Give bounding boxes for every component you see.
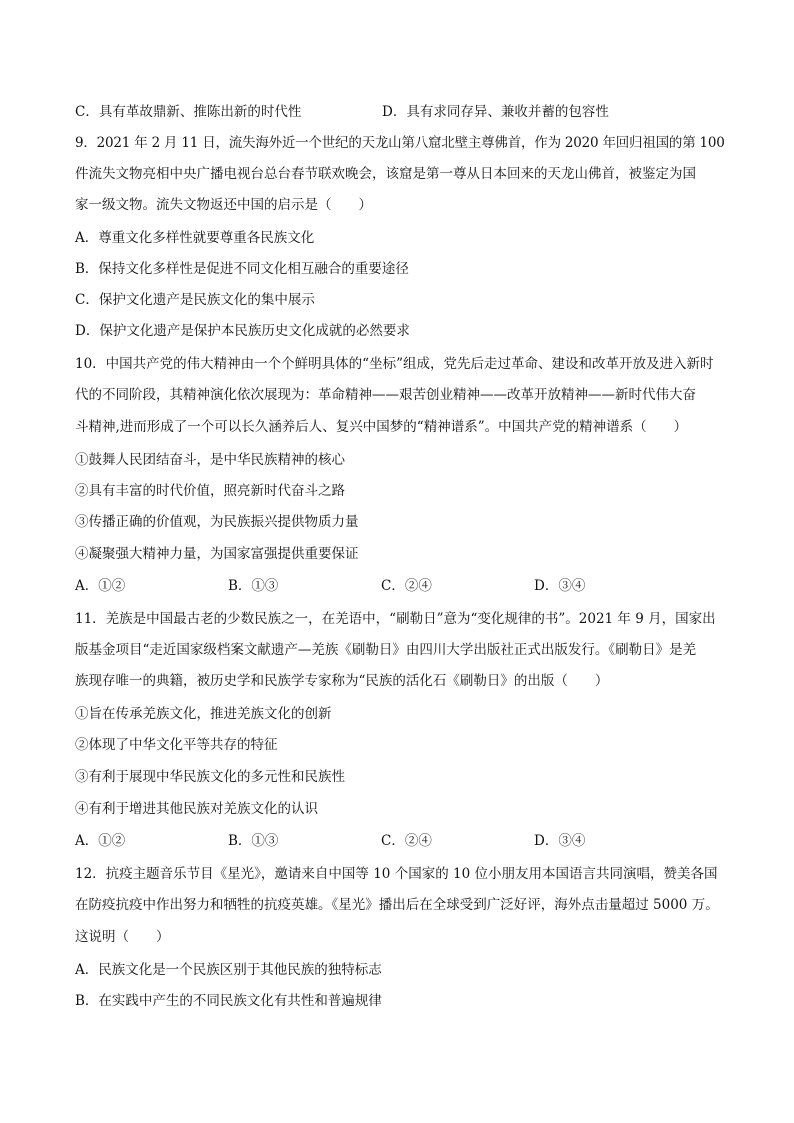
q12-option-b: B．在实践中产生的不同民族文化有共性和普遍规律 [75,993,382,1009]
q8-option-c: C．具有革故鼎新、推陈出新的时代性 [75,104,302,120]
q9-stem-line-2: 件流失文物亮相中央广播电视台总台春节联欢晚会，该窟是第一尊从日本回来的天龙山佛首，被鉴定为国 [75,166,696,182]
q12-stem-line-1: 12．抗疫主题音乐节目《星光》，邀请来自中国等 10 个国家的 10 位小朋友用本国语言共同演唱，赞美各国 [75,866,718,882]
q11-item-3: ③有利于展现中华民族文化的多元性和民族性 [75,769,345,785]
q11-option-b: B．①③ [228,833,279,849]
q12-stem-line-2: 在防疫抗疫中作出努力和牺牲的抗疫英雄。《星光》播出后在全球受到广泛好评，海外点击量超过 5000 万。 [75,897,719,913]
q10-stem-line-1: 10．中国共产党的伟大精神由一个个鲜明具体的“坐标”组成，党先后走过革命、建设和改革开放及进入新时 [75,356,714,372]
q8-option-d: D．具有求同存异、兼收并蓄的包容性 [382,104,609,120]
q11-option-a: A．①② [75,833,126,849]
q10-item-3: ③传播正确的价值观，为民族振兴提供物质力量 [75,514,359,530]
q9-option-b: B．保持文化多样性是促进不同文化相互融合的重要途径 [75,261,409,277]
q10-item-4: ④凝聚强大精神力量，为国家富强提供重要保证 [75,546,359,562]
q11-stem-line-1: 11．羌族是中国最古老的少数民族之一，在羌语中，“刷勒日”意为“变化规律的书”。2021 年 9 月，国家出 [75,611,716,627]
q9-option-c: C．保护文化遗产是民族文化的集中展示 [75,292,315,308]
q11-item-2: ②体现了中华文化平等共存的特征 [75,737,278,753]
q10-stem-line-2: 代的不同阶段，其精神演化依次展现为：革命精神——艰苦创业精神——改革开放精神——新时代伟大奋 [75,387,696,403]
q12-option-a: A．民族文化是一个民族区别于其他民族的独特标志 [75,962,382,978]
q10-item-1: ①鼓舞人民团结奋斗，是中华民族精神的核心 [75,452,345,468]
q11-option-c: C．②④ [381,833,432,849]
q10-option-c: C．②④ [381,578,432,594]
q11-item-1: ①旨在传承羌族文化，推进羌族文化的创新 [75,706,332,722]
q10-item-2: ②具有丰富的时代价值，照亮新时代奋斗之路 [75,483,345,499]
q11-item-4: ④有利于增进其他民族对羌族文化的认识 [75,801,318,817]
q9-option-d: D．保护文化遗产是保护本民族历史文化成就的必然要求 [75,323,410,339]
q12-stem-line-3: 这说明（ ） [75,929,170,945]
q9-stem-line-1: 9．2021 年 2 月 11 日，流失海外近一个世纪的天龙山第八窟北壁主尊佛首，作为 2020 年回归祖国的第 100 [75,135,725,151]
q9-stem-line-3: 家一级文物。流失文物返还中国的启示是（ ） [75,197,372,213]
q11-stem-line-2: 版基金项目“走近国家级档案文献遗产—羌族《刷勒日》由四川大学出版社正式出版发行。《刷勒日》是羌 [75,642,697,658]
q10-option-d: D．③④ [534,578,586,594]
q11-option-d: D．③④ [534,833,586,849]
q9-option-a: A．尊重文化多样性就要尊重各民族文化 [75,230,315,246]
q10-option-a: A．①② [75,578,126,594]
q10-option-b: B．①③ [228,578,279,594]
q10-stem-line-3: 斗精神,进而形成了一个可以长久涵养后人、复兴中国梦的“精神谱系”。中国共产党的精神谱系（ ） [75,419,688,435]
q11-stem-line-3: 族现存唯一的典籍，被历史学和民族学专家称为“民族的活化石《刷勒日》的出版（ ） [75,673,609,689]
